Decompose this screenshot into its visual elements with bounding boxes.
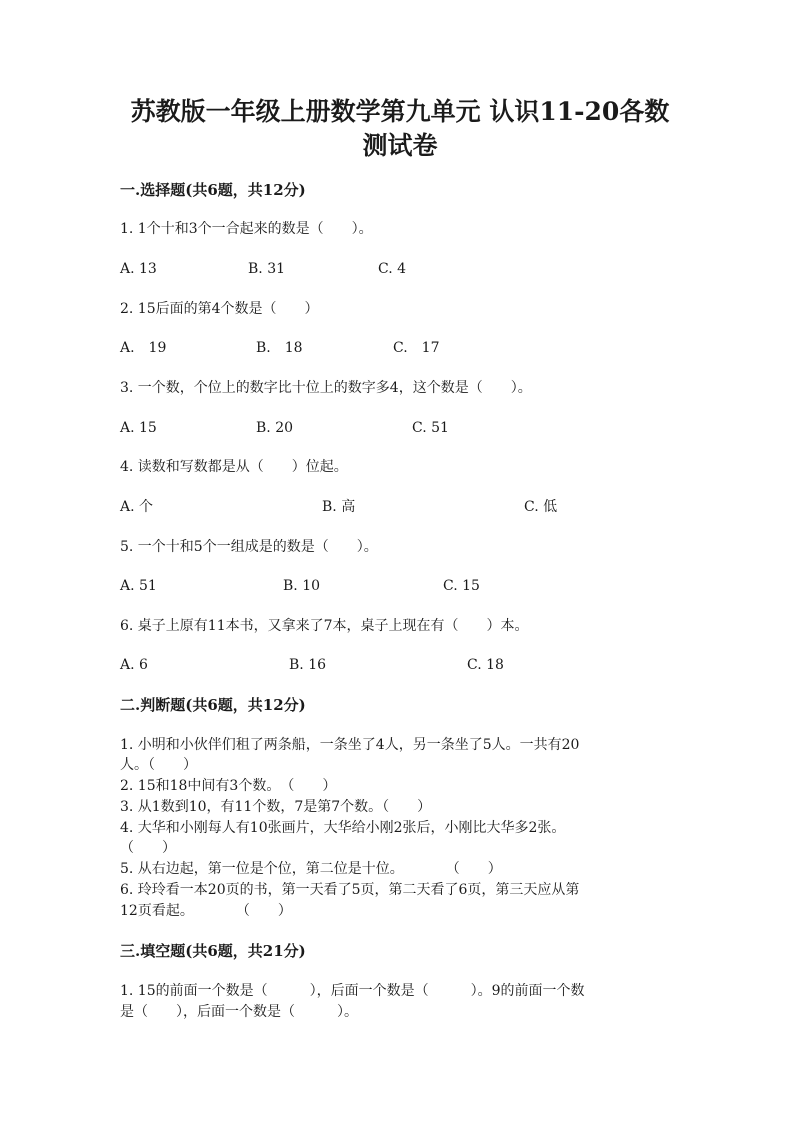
option-c: C. 51 [412,420,449,436]
judgement-4-line-2: （ ） [120,840,176,856]
title-line-2: 测试卷 [362,131,438,160]
option-c: C. 4 [378,261,407,277]
option-b: B. 10 [283,578,321,594]
question-1-1: 1. 1个十和3个一合起来的数是（ ）。 [120,221,373,237]
question-1-6: 6. 桌子上原有11本书，又拿来了7本，桌子上现在有（ ）本。 [120,618,529,634]
option-a: A. 19 [120,340,167,356]
option-b: B. 高 [322,499,356,515]
option-c: C. 15 [443,578,480,594]
option-a: A. 51 [120,578,157,594]
option-c: C. 低 [524,499,558,515]
fill-blank-1-line-1: 1. 15的前面一个数是（ ），后面一个数是（ ）。9的前面一个数 [120,983,585,999]
question-1-3: 3. 一个数，个位上的数字比十位上的数字多4，这个数是（ ）。 [120,380,532,396]
judgement-1-line-1: 1. 小明和小伙伴们租了两条船，一条坐了4人，另一条坐了5人。一共有20 [120,737,580,753]
option-c: C. 17 [393,340,440,356]
section-heading-choice: 一.选择题(共6题，共12分) [120,181,306,199]
judgement-5: 5. 从右边起，第一位是个位，第二位是十位。 （ ） [120,861,502,877]
question-1-4: 4. 读数和写数都是从（ ）位起。 [120,459,348,475]
option-b: B. 16 [289,657,327,673]
judgement-4-line-1: 4. 大华和小刚每人有10张画片，大华给小刚2张后，小刚比大华多2张。 [120,820,566,836]
option-a: A. 13 [120,261,157,277]
judgement-2: 2. 15和18中间有3个数。 （ ） [120,778,337,794]
option-a: A. 15 [120,420,157,436]
section-heading-judgement: 二.判断题(共6题，共12分) [120,696,306,714]
judgement-3: 3. 从1数到10，有11个数，7是第7个数。（ ） [120,799,432,815]
question-1-5: 5. 一个十和5个一组成是的数是（ ）。 [120,539,378,555]
option-c: C. 18 [467,657,504,673]
option-b: B. 18 [256,340,303,356]
option-a: A. 个 [120,499,154,515]
option-a: A. 6 [120,657,148,673]
question-1-2: 2. 15后面的第4个数是（ ） [120,301,319,317]
judgement-6-line-2: 12页看起。 （ ） [120,903,292,919]
judgement-1-line-2: 人。（ ） [120,757,197,773]
title-line-1: 苏教版一年级上册数学第九单元 认识11-20各数 [130,97,670,126]
section-heading-fill-blank: 三.填空题(共6题，共21分) [120,942,306,960]
option-b: B. 31 [248,261,286,277]
fill-blank-1-line-2: 是（ ），后面一个数是（ ）。 [120,1004,358,1020]
judgement-6-line-1: 6. 玲玲看一本20页的书，第一天看了5页，第二天看了6页，第三天应从第 [120,882,580,898]
option-b: B. 20 [256,420,294,436]
